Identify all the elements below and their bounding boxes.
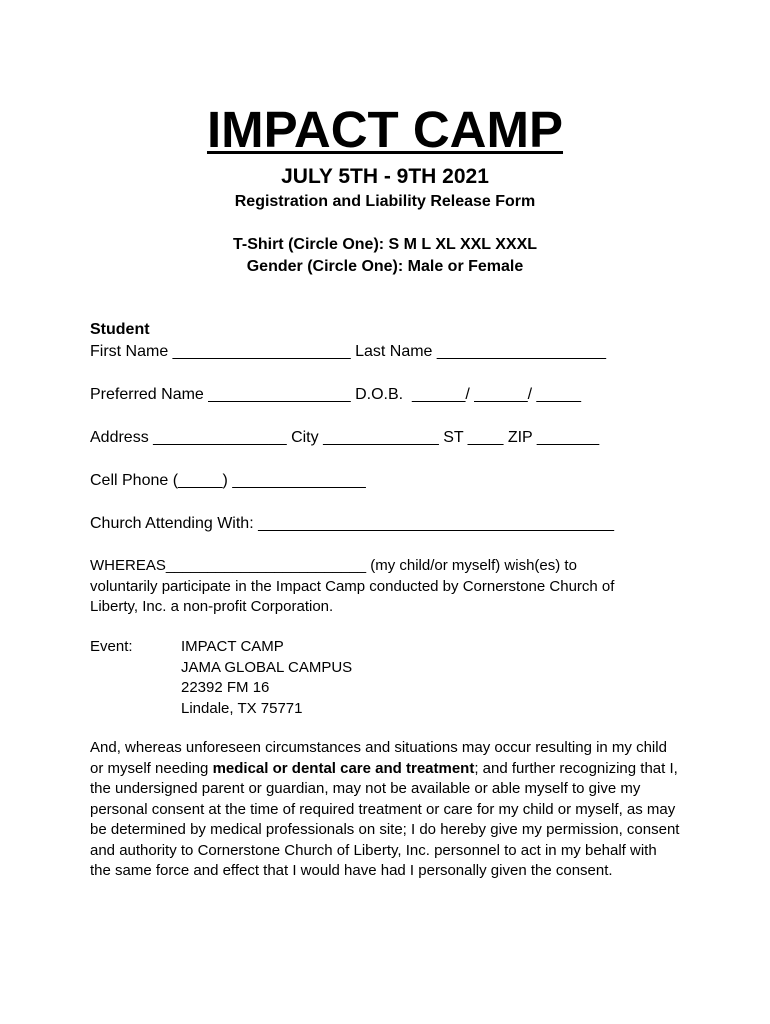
- whereas-line: WHEREAS________________________ (my child/or myself) wish(es) to: [90, 557, 577, 574]
- preferred-name-dob-row: Preferred Name ________________ D.O.B. ______/ ______/ _____: [90, 386, 582, 403]
- consent-paragraph: [90, 738, 680, 882]
- gender-choice: Gender (Circle One): Male or Female: [246, 258, 524, 275]
- page-title: [0, 100, 770, 159]
- event-label: Event:: [90, 638, 133, 655]
- consent-text: And, whereas unforeseen circumstances and situations may occur resulting in my child or myself needing: [90, 739, 667, 777]
- form-subtitle: Registration and Liability Release Form: [234, 193, 536, 210]
- whereas-line: Liberty, Inc. a non-profit Corporation.: [90, 598, 334, 615]
- camp-dates: JULY 5TH - 9TH 2021: [281, 165, 489, 188]
- cell-phone-row: Cell Phone (_____) _______________: [90, 472, 366, 489]
- consent-text: ; and further recognizing that I, the undersigned parent or guardian, may not be available or able myself to give my personal consent at the time of required treatment or care for my child or myself, as may be determined by medical professionals on site; I do hereby give my permission, consent and authority to Cornerstone Church of Liberty, Inc. personnel to act in my behalf with the same force and effect that I would have had I personally given the consent.: [90, 759, 680, 879]
- tshirt-size-choice: T-Shirt (Circle One): S M L XL XXL XXXL: [232, 236, 538, 253]
- event-city: Lindale, TX 75771: [181, 699, 303, 717]
- event-street: 22392 FM 16: [181, 679, 270, 696]
- event-campus: JAMA GLOBAL CAMPUS: [181, 658, 353, 676]
- name-fields-row: First Name ____________________ Last Name ___________________: [90, 343, 606, 360]
- page-title-text: IMPACT CAMP: [206, 101, 564, 158]
- church-attending-row: Church Attending With: ________________________________________: [90, 515, 615, 532]
- student-heading: Student: [90, 321, 150, 338]
- whereas-paragraph: [90, 556, 680, 618]
- consent-bold-text: medical or dental care and treatment: [212, 759, 475, 777]
- event-name: IMPACT CAMP: [181, 638, 284, 655]
- whereas-line: voluntarily participate in the Impact Camp conducted by Cornerstone Church of: [90, 577, 615, 595]
- address-row: Address _______________ City _____________ ST ____ ZIP _______: [90, 429, 600, 446]
- event-address: [181, 637, 352, 719]
